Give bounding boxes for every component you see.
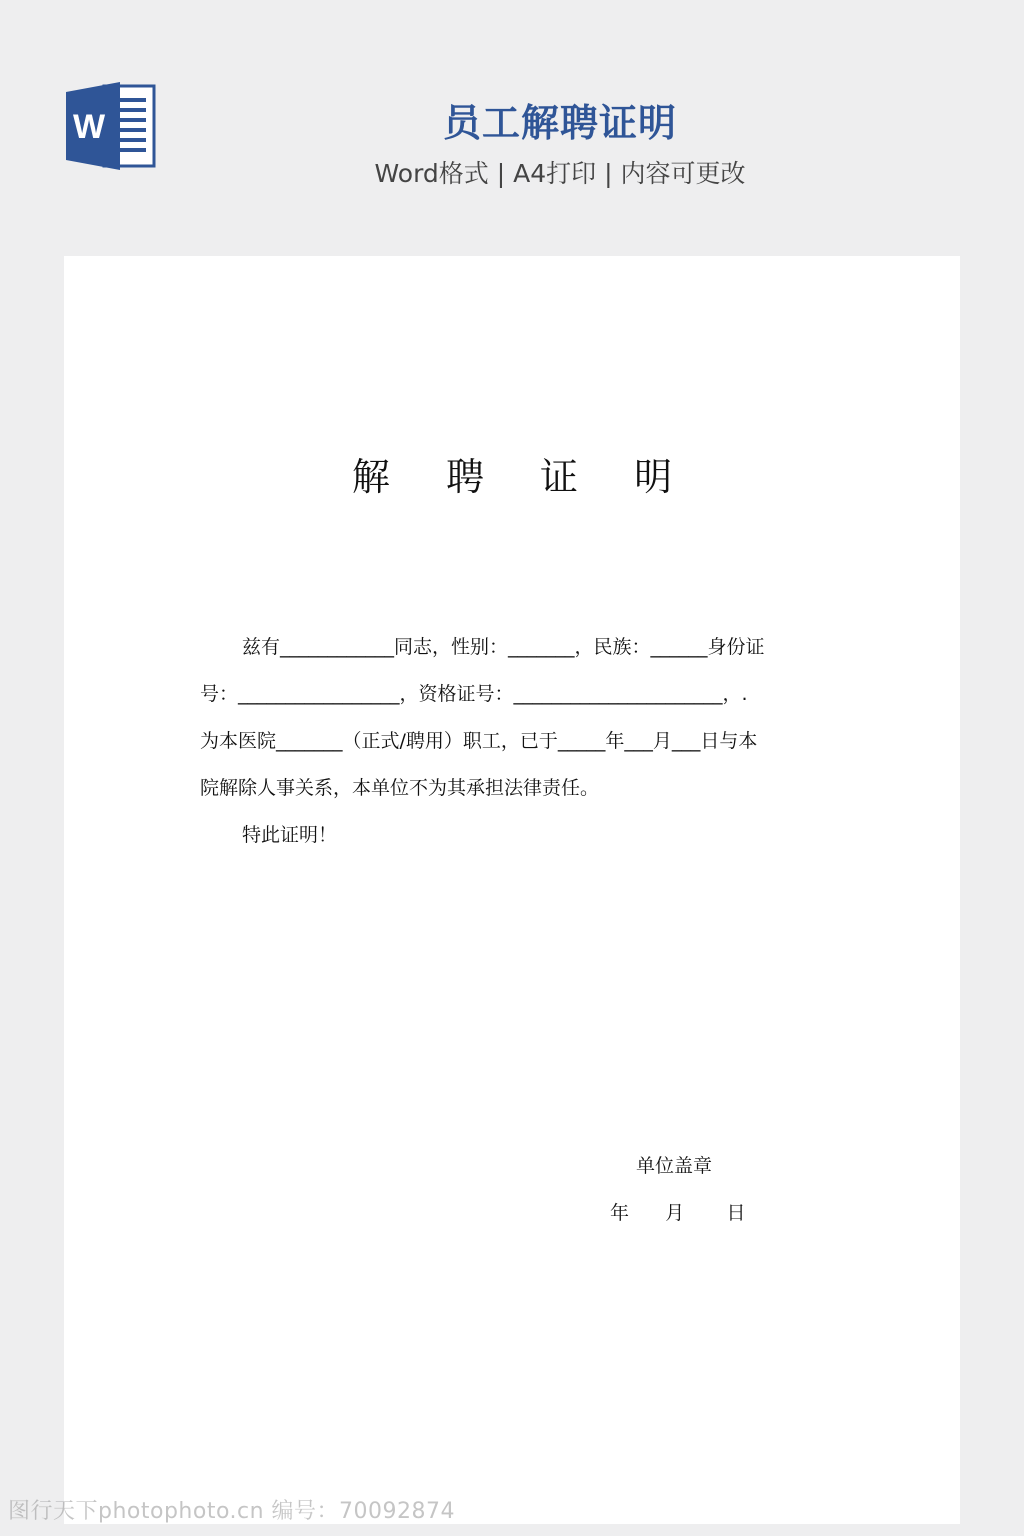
document-closing-line: 特此证明！ xyxy=(242,824,338,846)
page-subtitle: Word格式 | A4打印 | 内容可更改 xyxy=(374,159,746,188)
document-paragraph-line: 兹有____________同志，性别：_______，民族：______身份证 xyxy=(242,636,765,658)
word-document-icon xyxy=(64,80,156,172)
document-paragraph-line: 院解除人事关系，本单位不为其承担法律责任。 xyxy=(200,777,600,799)
page-title: 员工解聘证明 xyxy=(442,101,677,145)
watermark-text: 图行天下photophoto.cn 编号：70092874 xyxy=(8,1499,456,1524)
signature-seal-label: 单位盖章 xyxy=(635,1155,712,1177)
document-paragraph-line: 号：_________________，资格证号：______________________，. xyxy=(200,683,748,705)
document-page xyxy=(64,256,960,1524)
word-logo-letter: W xyxy=(72,108,106,146)
document-paragraph-line: 为本医院_______（正式/聘用）职工，已于_____年___月___日与本 xyxy=(200,730,758,752)
signature-date-label: 年 月 日 xyxy=(610,1202,746,1224)
document-title: 解 聘 证 明 xyxy=(351,455,695,499)
